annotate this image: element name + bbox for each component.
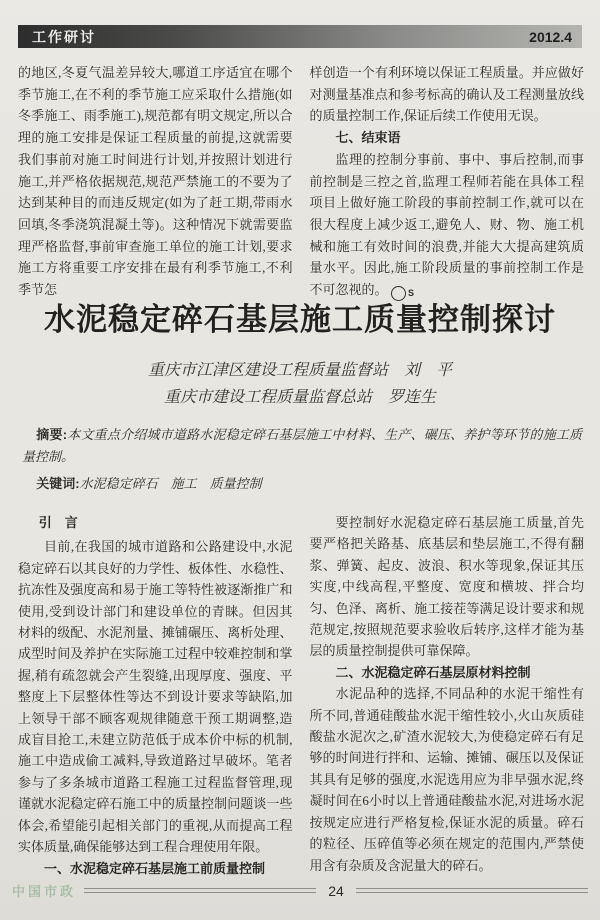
section-2-heading: 二、水泥稳定碎石基层原材料控制 [335,664,531,680]
intro-heading: 引 言 [38,515,78,530]
article-title: 水泥稳定碎石基层施工质量控制探讨 [44,302,556,337]
page-footer [12,881,588,900]
prev-article-right-column [310,62,585,301]
article-body [18,512,584,879]
footer-rule-right [356,888,588,893]
conclusion-heading: 七、结束语 [335,130,401,146]
article-right-column [310,512,585,879]
section-1-paragraph: 要控制好水泥稳定碎石基层施工质量,首先要严格把关路基、底基层和垫层施工,不得有翻浆、弹簧、起皮、波浪、积水等现象,保证其压实度,中线高程,平整度、宽度和横坡、拌合均匀、色泽、离析、施工接茬等满足设计要求和规范规定,按照规范要求验收后转序,这样才能为基层的质量控制提供可靠保障。 [309,515,584,659]
author-block [0,357,600,411]
conclusion-text: 监理的控制分事前、事中、事后控制,而事前控制是三控之首,监理工程师若能在具体工程项目上做好施工阶段的事前控制工作,就可以在很大程度上减少返工,避免人、财、物、施工机械和施工有效时间的浪费,并能大大提高建筑质量水平。因此,施工阶段质量的事前控制工作是不可忽视的。 [309,151,584,298]
issue-number: 2012.4 [529,28,572,45]
previous-article-continuation [18,62,584,301]
column-section-label: 工作研讨 [32,28,96,45]
footer-rule-left [84,888,316,893]
article-end-mark-letter: S [408,288,415,299]
prev-article-left-text: 的地区,冬夏气温差异较大,哪道工序适宜在哪个季节施工,在不利的季节施工应采取什么措施(如冬季施工、雨季施工),规范都有明文规定,所以合理的施工安排是保证工程质量的前提,这就需要我们事前对施工时间进行计划,并按照计划进行施工,并严格依据规范,规范严禁施工的不要为了达到某种目的而违反规定(如为了赶工期,带雨水回填,冬季浇筑混凝土等)。这种情况下就需要监理严格监督,事前审查施工单位的施工计划,要求施工方将重要工序安排在最有利季节施工,不利季节怎 [18,65,293,298]
prev-article-right-text-1: 样创造一个有利环境以保证工程质量。并应做好对测量基准点和参考标高的确认及工程测量放线的质量控制工作,保证后续工作使用无误。 [309,65,584,124]
abstract-text: 本文重点介绍城市道路水泥稳定碎石基层施工中材料、生产、碾压、养护等环节的施工质量控制。 [22,427,582,464]
author-affiliation-line-1: 重庆市江津区建设工程质量监督站 刘 平 [147,362,452,379]
author-affiliation-line-2: 重庆市建设工程质量监督总站 罗连生 [163,389,436,406]
abstract-label: 摘要: [36,427,68,442]
page-number: 24 [328,882,344,899]
keywords-text: 水泥稳定碎石 施工 质量控制 [79,476,262,491]
prev-article-right-text-2 [310,149,585,301]
section-2-paragraph: 水泥品种的选择,不同品种的水泥干缩性有所不同,普通硅酸盐水泥干缩性较小,火山灰质硅酸盐水泥次之,矿渣水泥较大,为使稳定碎石有足够的时间进行拌和、运输、摊铺、碾压以及保证其具有足够的强度,水泥选用应为非早强水泥,终凝时间在6小时以上普通硅酸盐水泥,对进场水泥按规定应进行严格复检,保证水泥的质量。碎石的粒径、压碎值等必须在规定的范围内,严禁使用含有杂质及含泥量大的碎石。 [309,686,584,873]
section-1-heading: 一、水泥稳定碎石基层施工前质量控制 [44,860,266,876]
prev-article-left-column [18,62,293,301]
abstract-line [22,424,582,468]
article-left-column [18,512,293,879]
intro-paragraph: 目前,在我国的城市道路和公路建设中,水泥稳定碎石以其良好的力学性、板体性、水稳性、抗冻性及强度高和易于施工等特性被逐渐推广和使用,受到设计部门和建设单位的青睐。但因其材料的级配、水泥剂量、摊铺碾压、离析处理、成型时间及养护在实际施工过程中较难控制和掌握,稍有疏忽就会产生裂缝,出现厚度、强度、平整度上下层整体性等达不到设计要求等缺陷,加上领导干部不顾客观规律随意干预工期调整,造成盲目抢工,未建立防范低于成本价中标的机制,施工中造成偷工减料,导致道路过早破坏。笔者参与了多条城市道路工程施工过程监督管理,现谨就水泥稳定碎石施工中的质量控制问题谈一些体会,希望能引起相关部门的重视,从而提高工程实体质量,确保能够达到工程合理使用年限。 [18,539,293,855]
journal-logo: 中国市政 [12,884,77,899]
keywords-label: 关键词: [36,476,80,491]
abstract-block [22,424,582,495]
keywords-line [22,473,582,495]
section-header-bar [18,25,582,48]
